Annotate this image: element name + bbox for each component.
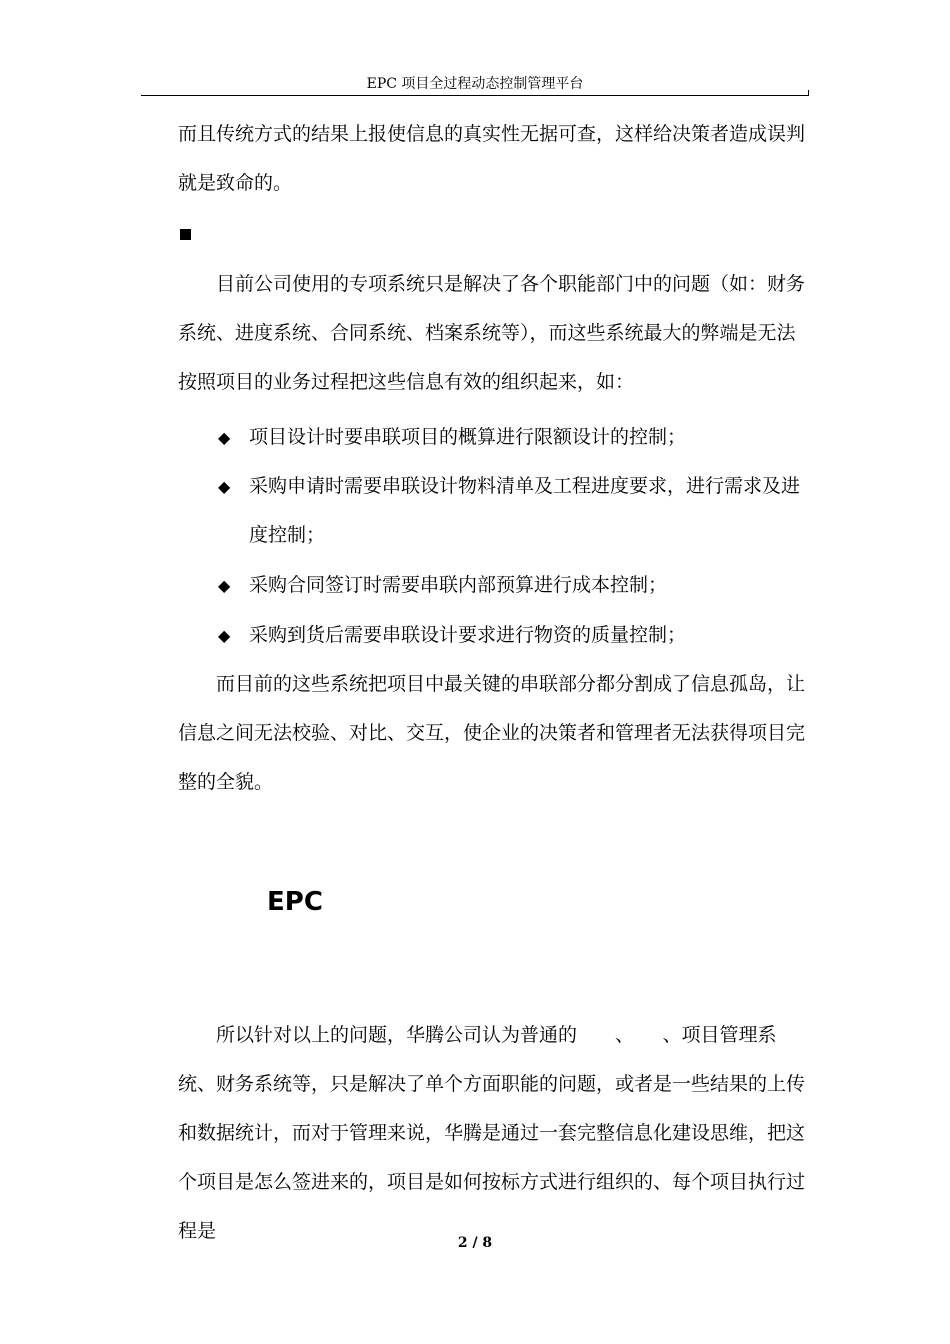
list-item-text: 采购合同签订时需要串联内部预算进行成本控制； <box>249 574 668 596</box>
list-item-text: 采购到货后需要串联设计要求进行物资的质量控制； <box>249 624 687 646</box>
page-number: 2 / 8 <box>457 1235 493 1251</box>
body-paragraph-4: 所以针对以上的问题，华腾公司认为普通的 、 、项目管理系统、财务系统等，只是解决了单个方面职能的问题，或者是一些结果的上传和数据统计，而对于管理来说，华腾是通过一套完整信息化建设思维，把这个项目是怎么签进来的，项目是如何按标方式进行组织的、每个项目执行过程是 <box>178 1024 806 1242</box>
body-paragraph-3: 而目前的这些系统把项目中最关键的串联部分都分割成了信息孤岛，让信息之间无法校验、对比、交互，使企业的决策者和管理者无法获得项目完整的全貌。 <box>178 673 806 793</box>
black-diamond-icon: ◆ <box>218 428 231 447</box>
list-item-text: 项目设计时要串联项目的概算进行限额设计的控制； <box>249 426 687 448</box>
black-square-icon <box>180 229 191 240</box>
section-heading: EPC <box>267 887 323 917</box>
header-divider <box>141 95 809 96</box>
black-diamond-icon: ◆ <box>218 626 231 645</box>
list-item-text: 采购申请时需要串联设计物料清单及工程进度要求，进行需求及进度控制； <box>249 475 801 546</box>
page-header-title: EPC 项目全过程动态控制管理平台 <box>366 76 584 92</box>
body-paragraph-1: 而且传统方式的结果上报使信息的真实性无据可查，这样给决策者造成误判就是致命的。 <box>178 123 806 194</box>
black-diamond-icon: ◆ <box>218 576 231 595</box>
header-divider-tick <box>808 90 809 96</box>
black-diamond-icon: ◆ <box>218 477 231 496</box>
body-paragraph-2: 目前公司使用的专项系统只是解决了各个职能部门中的问题（如：财务系统、进度系统、合同系统、档案系统等），而这些系统最大的弊端是无法按照项目的业务过程把这些信息有效的组织起来，如： <box>178 273 806 393</box>
